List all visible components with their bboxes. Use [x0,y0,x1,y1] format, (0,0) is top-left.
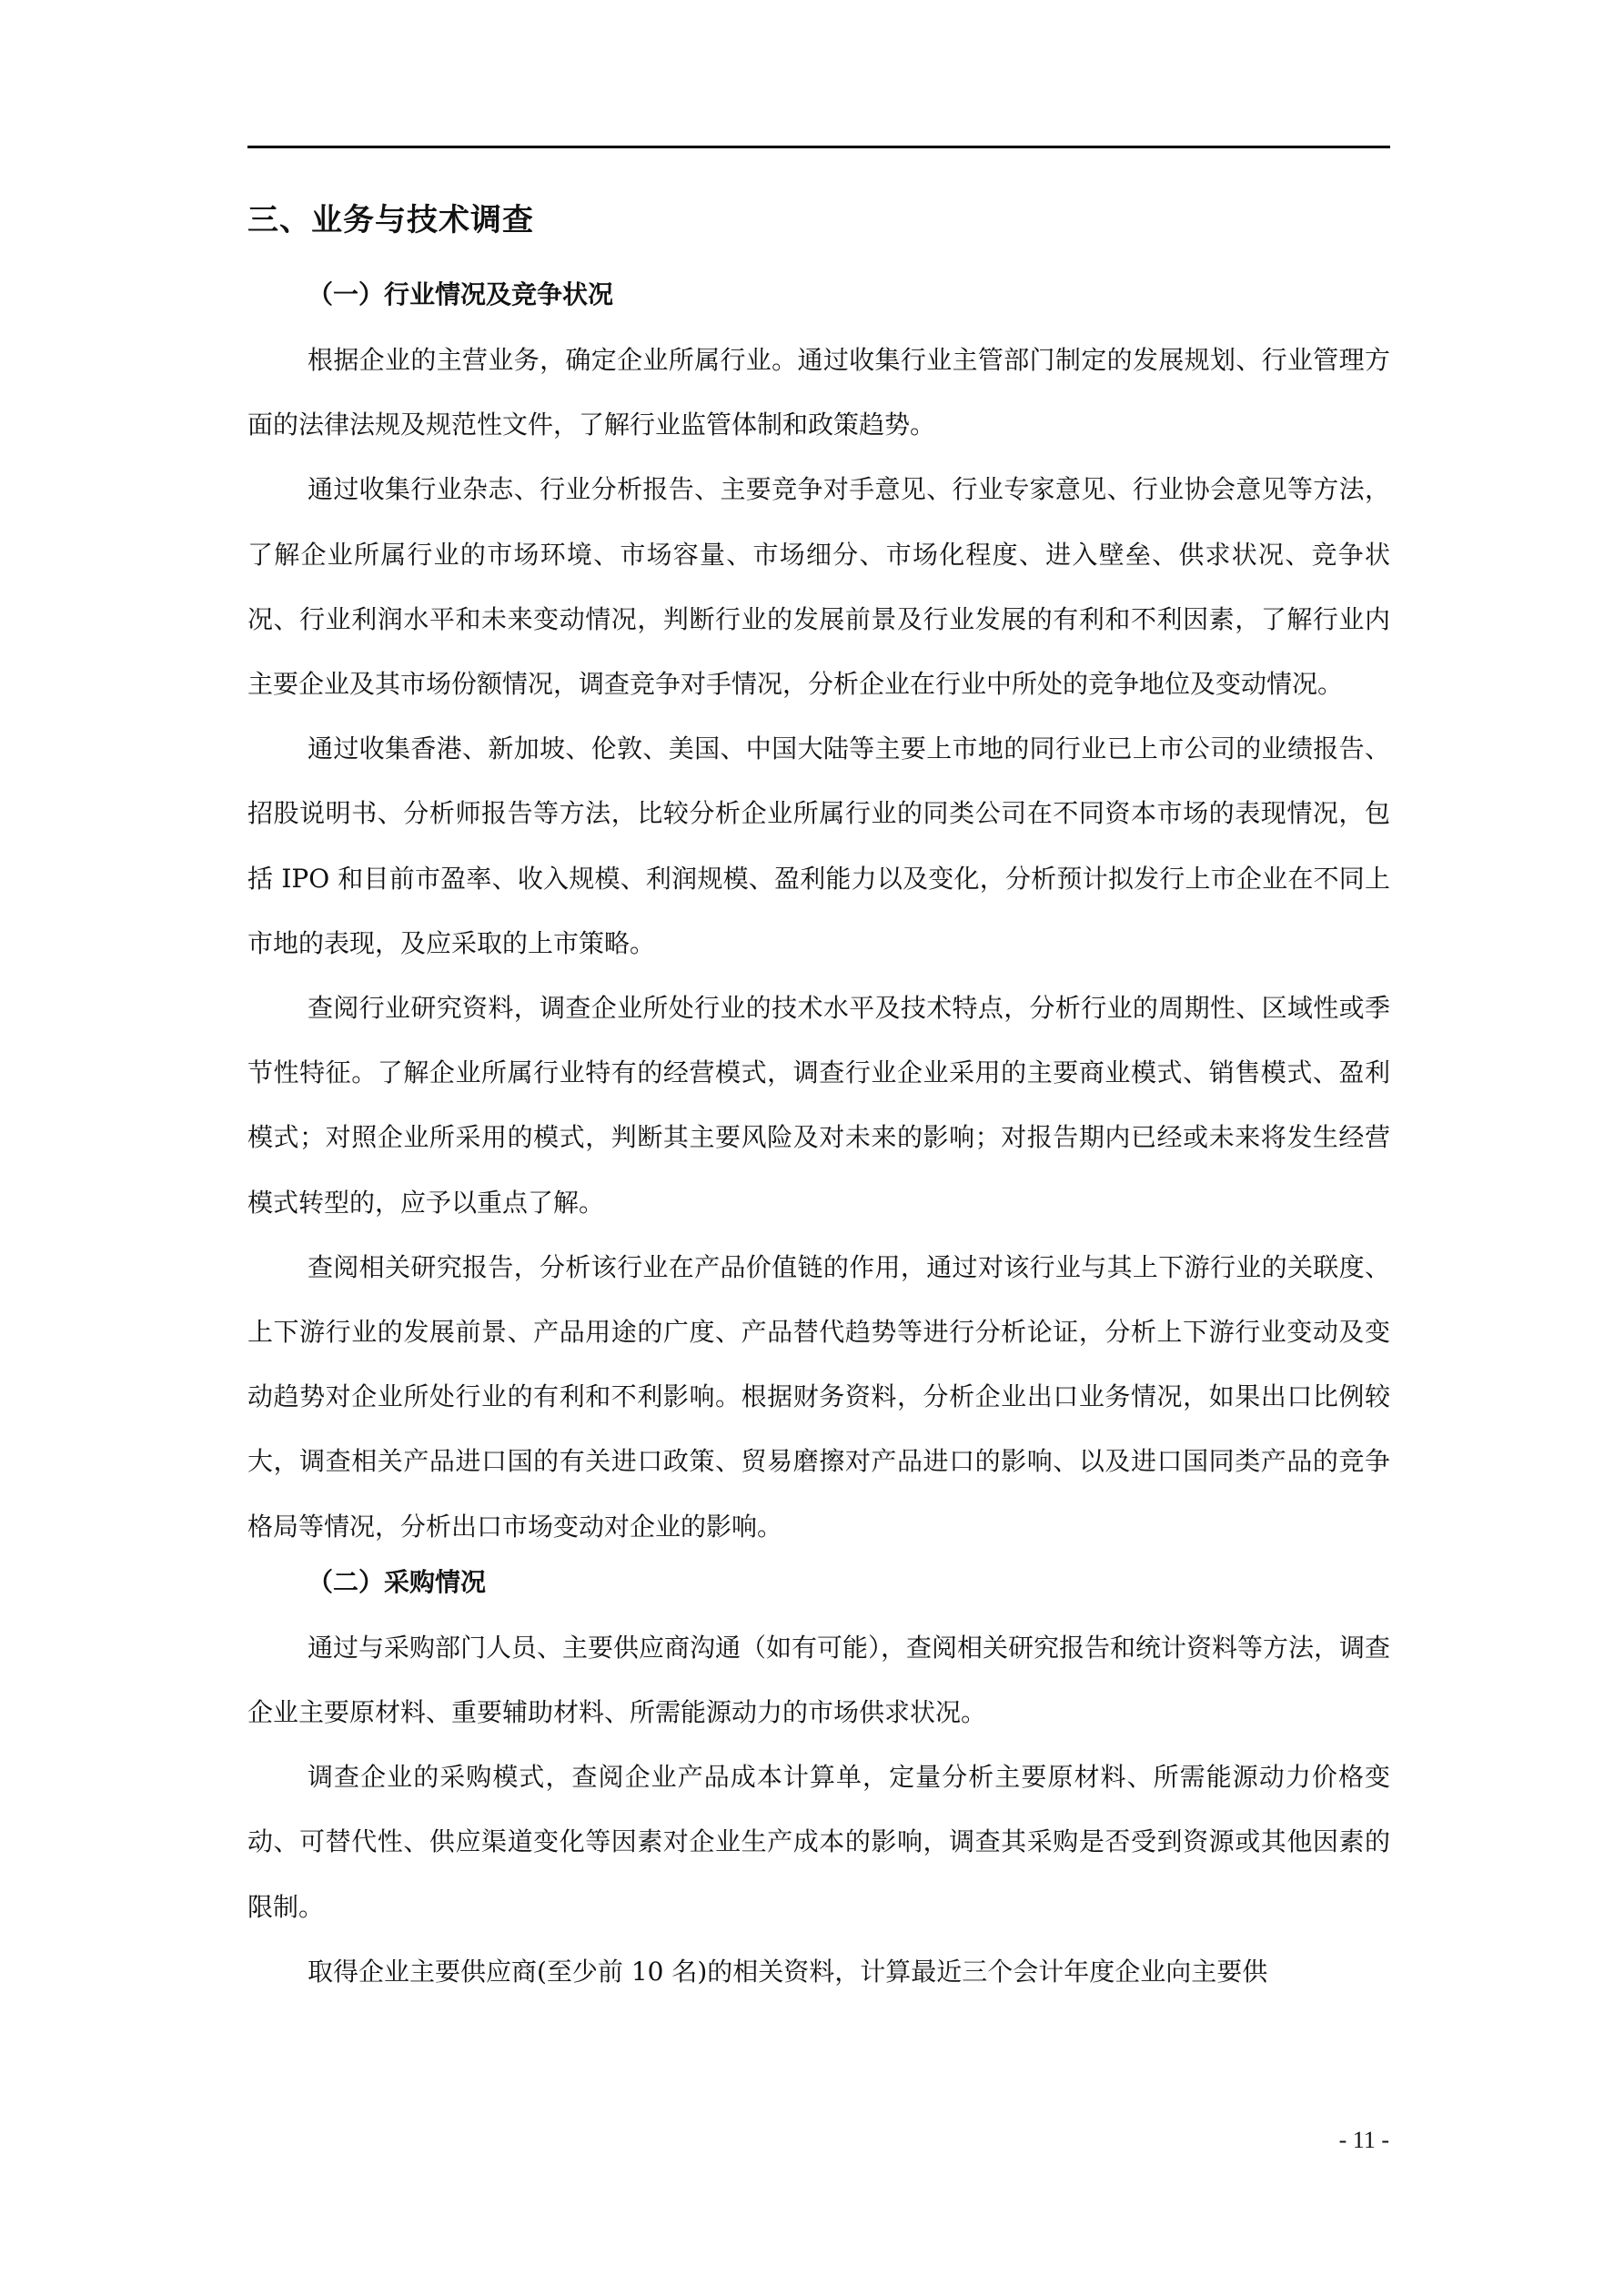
section-heading: 三、业务与技术调查 [247,202,534,238]
header-rule [247,146,1390,148]
paragraph: 通过收集行业杂志、行业分析报告、主要竞争对手意见、行业专家意见、行业协会意见等方法，了解企业所属行业的市场环境、市场容量、市场细分、市场化程度、进入壁垒、供求状况、竞争状况、行业利润水平和未来变动情况，判断行业的发展前景及行业发展的有利和不利因素，了解行业内主要企业及其市场份额情况，调查竞争对手情况，分析企业在行业中所处的竞争地位及变动情况。 [247,474,1390,700]
page-content [247,193,1390,2004]
page-number: - 11 - [1338,2127,1389,2153]
subsection-title-procurement: （二）采购情况 [308,1566,487,1597]
paragraph: 查阅相关研究报告，分析该行业在产品价值链的作用，通过对该行业与其上下游行业的关联度、上下游行业的发展前景、产品用途的广度、产品替代趋势等进行分析论证，分析上下游行业变动及变动趋势对企业所处行业的有利和不利影响。根据财务资料，分析企业出口业务情况，如果出口比例较大，调查相关产品进口国的有关进口政策、贸易磨擦对产品进口的影响、以及进口国同类产品的竞争格局等情况，分析出口市场变动对企业的影响。 [247,1251,1390,1542]
paragraph: 通过收集香港、新加坡、伦敦、美国、中国大陆等主要上市地的同行业已上市公司的业绩报告、招股说明书、分析师报告等方法，比较分析企业所属行业的同类公司在不同资本市场的表现情况，包括 IPO 和目前市盈率、收入规模、利润规模、盈利能力以及变化，分析预计拟发行上市企业在不同上市地的表现，及应采取的上市策略。 [247,733,1390,958]
paragraph: 查阅行业研究资料，调查企业所处行业的技术水平及技术特点，分析行业的周期性、区域性或季节性特征。了解企业所属行业特有的经营模式，调查行业企业采用的主要商业模式、销售模式、盈利模式；对照企业所采用的模式，判断其主要风险及对未来的影响；对报告期内已经或未来将发生经营模式转型的，应予以重点了解。 [247,993,1390,1218]
subsection-title-industry: （一）行业情况及竞争状况 [308,279,614,309]
paragraph: 取得企业主要供应商(至少前 10 名)的相关资料，计算最近三个会计年度企业向主要供 [308,1956,1268,1987]
section-procurement [247,1559,1390,2004]
paragraph: 通过与采购部门人员、主要供应商沟通（如有可能），查阅相关研究报告和统计资料等方法，调查企业主要原材料、重要辅助材料、所需能源动力的市场供求状况。 [247,1632,1391,1728]
paragraph: 调查企业的采购模式，查阅企业产品成本计算单，定量分析主要原材料、所需能源动力价格变动、可替代性、供应渠道变化等因素对企业生产成本的影响，调查其采购是否受到资源或其他因素的限制。 [247,1762,1390,1922]
paragraph: 根据企业的主营业务，确定企业所属行业。通过收集行业主管部门制定的发展规划、行业管理方面的法律法规及规范性文件，了解行业监管体制和政策趋势。 [247,345,1390,440]
section-industry [247,271,1390,1559]
